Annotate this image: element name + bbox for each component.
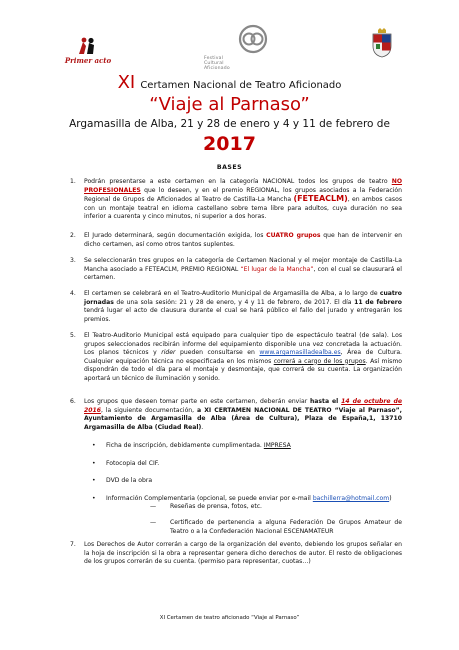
bases-heading: BASES (216, 164, 243, 171)
event-name: Certamen Nacional de Teatro Aficionado (140, 80, 342, 91)
clause-number: 3. (70, 257, 76, 264)
theatre-figures-icon (76, 36, 98, 56)
coat-of-arms-icon (371, 28, 393, 58)
bullet-icon: • (92, 495, 96, 502)
festival-line-2: Cultural (204, 61, 224, 67)
show-name: “Viaje al Parnaso” (149, 94, 310, 115)
edition-number: XI (117, 72, 136, 93)
clause-text: Se seleccionarán tres grupos en la categoría de Certamen Nacional y el mejor montaje de Castilla-La Mancha asociado a FETEACLM, PREMIO REGIONAL “El lugar de la Mancha”, con el cual se clausurará el certamen. (84, 257, 402, 281)
clause-number: 2. (70, 232, 76, 239)
website-link[interactable]: www.argamasilladealba.es (259, 349, 341, 356)
highlight-cuatro-grupos: CUATRO grupos (266, 232, 321, 239)
highlight-lugar-mancha: “El lugar de la Mancha” (240, 265, 314, 273)
primer-acto-label: Primer acto (64, 56, 112, 65)
festival-circles-icon (238, 24, 268, 54)
clause-text: Podrán presentarse a este certamen en la categoría NACIONAL todos los grupos de teatro NO PROFESIONALES que lo deseen, y en el premio REGIONAL, los grupos asociados a la Federación Regional de Grupos de Aficionados al Teatro de Castilla-La Mancha (FETEACLM), en ambos casos con un montaje teatral en idioma castellano sobre tema libre para adultos, cuya duración no sea inferior a cuarenta y cinco minutos, ni superior a dos horas. (84, 178, 402, 220)
highlight-feteaclm: (FETEACLM) (293, 194, 348, 203)
bullet-icon: • (92, 442, 96, 449)
event-title (0, 72, 459, 93)
email-link[interactable]: bachillerra@hotmail.com (312, 495, 390, 502)
clause-number: 5. (70, 332, 76, 339)
festival-line-3: Aficionado (204, 66, 230, 72)
postal-address: a XI CERTAMEN NACIONAL DE TEATRO “Viaje al Parnaso”, Ayuntamiento de Argamasilla de Alba (Área de Cultura), Plaza de España,1, 13710 Argamasilla de Alba (Ciudad Real) (84, 406, 402, 431)
clause-text: El certamen se celebrará en el Teatro-Auditorio Municipal de Argamasilla de Alba, a lo largo de cuatro jornadas de una sola sesión: 21 y 28 de enero, y 4 y 11 de febrero, de 2017. El día 11 de febrero tendrá lugar el acto de clausura durante el cual se hará público el fallo del jurado y entregarán los premios. (84, 290, 402, 323)
bullet-icon: • (92, 477, 96, 484)
bullet-icon: • (92, 460, 96, 467)
deadline-date: 14 de octubre de 2016 (84, 398, 402, 414)
event-year: 2017 (203, 133, 256, 155)
festival-line-1: Festival (204, 56, 224, 61)
clause-number: 4. (70, 290, 76, 297)
clause-text: El Jurado determinará, según documentación exigida, los CUATRO grupos que han de intervenir en dicho certamen, así como otros tantos suplentes. (84, 232, 403, 248)
place-dates: Argamasilla de Alba, 21 y 28 de enero y 4 y 11 de febrero de (69, 118, 390, 130)
clause-text: Los Derechos de Autor correrán a cargo de la organización del evento, debiendo los grupos señalar en la hoja de inscripción si la obra a representar genera dicho derechos de autor. El resto de obligaciones de los grupos correrán de su cuenta. (permiso para representar, cuotas…) (84, 541, 402, 565)
primer-acto-logo (62, 34, 114, 70)
highlight-no-profesionales: NO PROFESIONALES (84, 178, 402, 194)
clause-text: El Teatro-Auditorio Municipal está equipado para cualquier tipo de espectáculo teatral (de sala). Los grupos seleccionados recibirán informe del equipamiento disponible una vez concretada la actuación. Los planos técnicos y rider pueden consultarse en www.argamasilladealba.es, Área de Cultura. Cualquier equipación técnica no especificada en los mismos correrá a cargo de los grupos. Así mismo dispondrán de todo el día para el montaje y desmontaje, que correrá de su cuenta. La organización aportará un técnico de iluminación y sonido. (84, 332, 402, 382)
clause-number: 6. (70, 398, 76, 405)
clause-number: 1. (70, 178, 76, 185)
page-footer: XI Certamen de teatro aficionado “Viaje al Parnaso” (159, 615, 300, 621)
dash-icon: — (150, 519, 157, 526)
clause-number: 7. (70, 541, 76, 548)
clause-text: Los grupos que deseen tomar parte en este certamen, deberán enviar hasta el 14 de octubre de 2016, la siguiente documentación, a XI CERTAMEN NACIONAL DE TEATRO “Viaje al Parnaso”, Ayuntamiento de Argamasilla de Alba (Área de Cultura), Plaza de España,1, 13710 Argamasilla de Alba (Ciudad Real). (84, 398, 402, 431)
dash-icon: — (150, 503, 157, 510)
festival-logo (204, 24, 274, 72)
